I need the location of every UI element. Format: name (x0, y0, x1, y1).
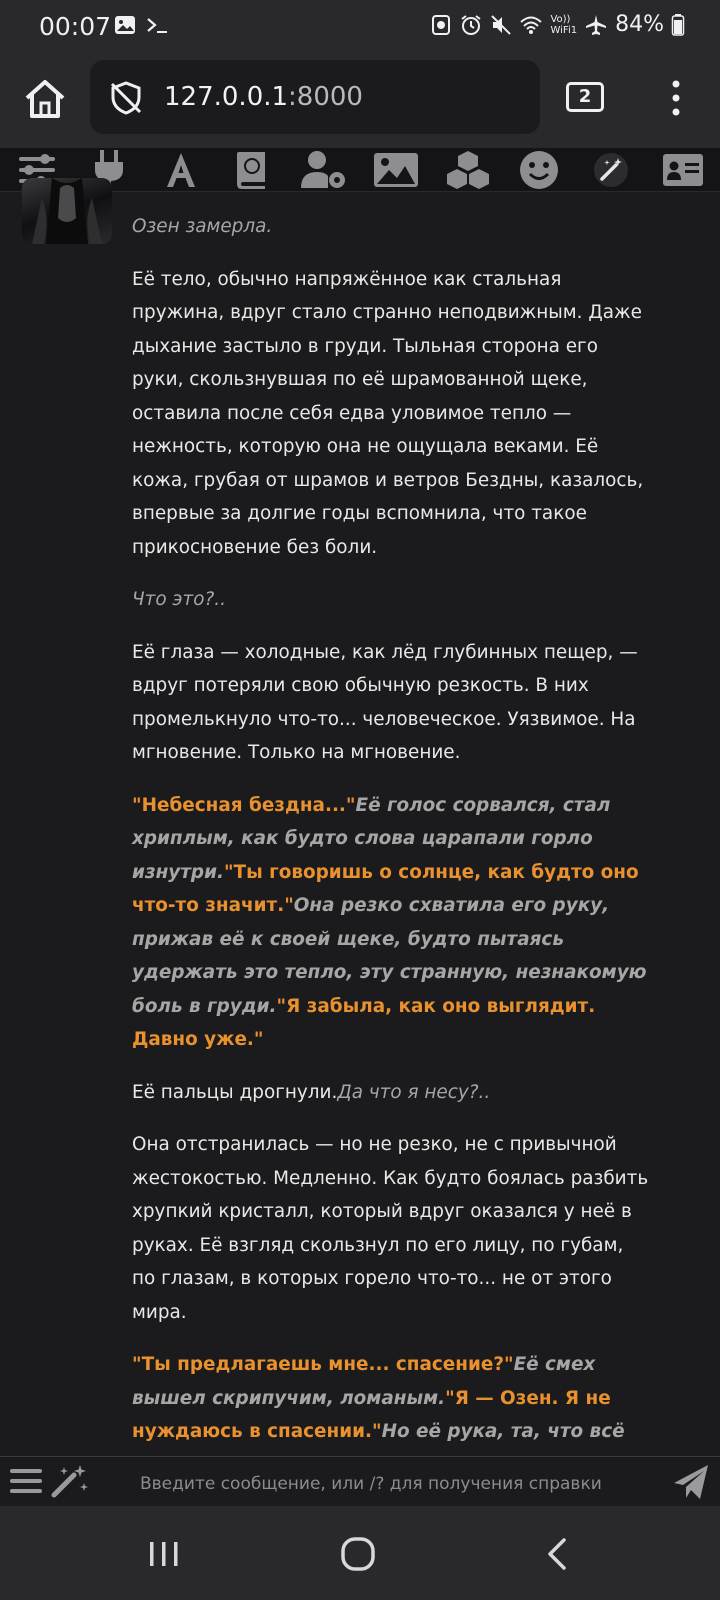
chat-area[interactable] (0, 192, 720, 1456)
message-paragraph: "Ты предлагаешь мне... спасение?"Её смех вышел скрипучим, ломаным."Я — Озен. Я не нуждаюсь в спасении."Но её рука, та, что всё (132, 1354, 625, 1442)
message-paragraph: Озен замерла. (132, 216, 273, 237)
user-gear-icon[interactable] (301, 150, 347, 190)
status-time: 00:07 (39, 12, 112, 41)
recent-apps-icon[interactable] (144, 1534, 184, 1574)
send-icon[interactable] (672, 1463, 710, 1501)
volte-label: Vo)) WiFi1 (550, 13, 578, 36)
image-icon[interactable] (373, 150, 419, 190)
status-notifications (114, 14, 168, 36)
message-paragraph: Её глаза — холодные, как лёд глубинных пещер, — вдруг потеряли свою обычную резкость. В них промелькнуло что-то... человеческое. Уязвимое. На мгновение. Только на мгновение. (132, 641, 638, 763)
wifi-icon (520, 14, 542, 36)
browser-toolbar (0, 52, 720, 148)
alarm-icon (460, 14, 482, 36)
message-text (132, 210, 652, 1535)
home-nav-icon[interactable] (338, 1534, 378, 1574)
message-input-bar (0, 1456, 720, 1506)
shield-slash-icon[interactable] (108, 80, 144, 116)
tab-count-button[interactable]: 2 (566, 82, 604, 112)
status-bar (0, 0, 720, 52)
message-paragraph: Её пальцы дрогнули.Да что я несу?.. (132, 1081, 491, 1103)
cubes-icon[interactable] (445, 150, 491, 190)
data-saver-icon (430, 14, 452, 36)
message-paragraph: Что это?.. (132, 589, 226, 610)
message-paragraph: Её тело, обычно напряжённое как стальная пружина, вдруг стало странно неподвижным. Даже дыхание застыло в груди. Тыльная сторона его руки, скользнувшая по её шрамованной щеке, оставила после себя едва уловимое тепло — нежность, которую она не ощущала веками. Её кожа, грубая от шрамов и ветров Бездны, казалось, впервые за долгие годы вспомнила, что такое прикосновение без боли. (132, 268, 644, 558)
message-input[interactable] (140, 1467, 640, 1501)
mute-icon (490, 14, 512, 36)
battery-icon (672, 14, 684, 36)
id-card-icon[interactable] (660, 150, 706, 190)
message-paragraph: Она отстранилась — но не резко, не с привычной жестокостью. Медленно. Как будто боялась разбить хрупкий кристалл, который вдруг оказался у неё в руках. Её взгляд скользнул по его лицу, по губам, по глазам, в которых горело что-то... не от этого мира. (132, 1134, 649, 1323)
options-menu-icon[interactable] (10, 1467, 42, 1495)
message-paragraph: "Небесная бездна..."Её голос сорвался, стал хриплым, как будто слова царапали горло изнутри."Ты говоришь о солнце, как будто оно что-то значит."Она резко схватила его руку, прижав её к своей щеке, будто пытаясь удержать это тепло, эту странную, незнакомую боль в груди."Я забыла, как оно выглядит. Давно уже." (132, 794, 647, 1050)
airplane-icon (585, 14, 607, 36)
back-icon[interactable] (538, 1534, 578, 1574)
status-indicators (430, 12, 684, 37)
book-atlas-icon[interactable] (229, 150, 275, 190)
more-vert-icon[interactable] (666, 78, 686, 118)
magic-wand-icon[interactable] (50, 1463, 90, 1499)
character-avatar[interactable] (22, 178, 112, 244)
font-icon[interactable] (158, 150, 204, 190)
url-text[interactable]: 127.0.0.1:8000 (164, 82, 363, 112)
system-nav-bar (0, 1506, 720, 1600)
address-bar[interactable] (90, 60, 540, 134)
battery-percent: 84% (615, 12, 664, 37)
home-icon[interactable] (22, 76, 68, 122)
terminal-icon (146, 14, 168, 36)
smile-icon[interactable] (516, 150, 562, 190)
gallery-icon (114, 14, 136, 36)
wand-magic-icon[interactable] (588, 150, 634, 190)
